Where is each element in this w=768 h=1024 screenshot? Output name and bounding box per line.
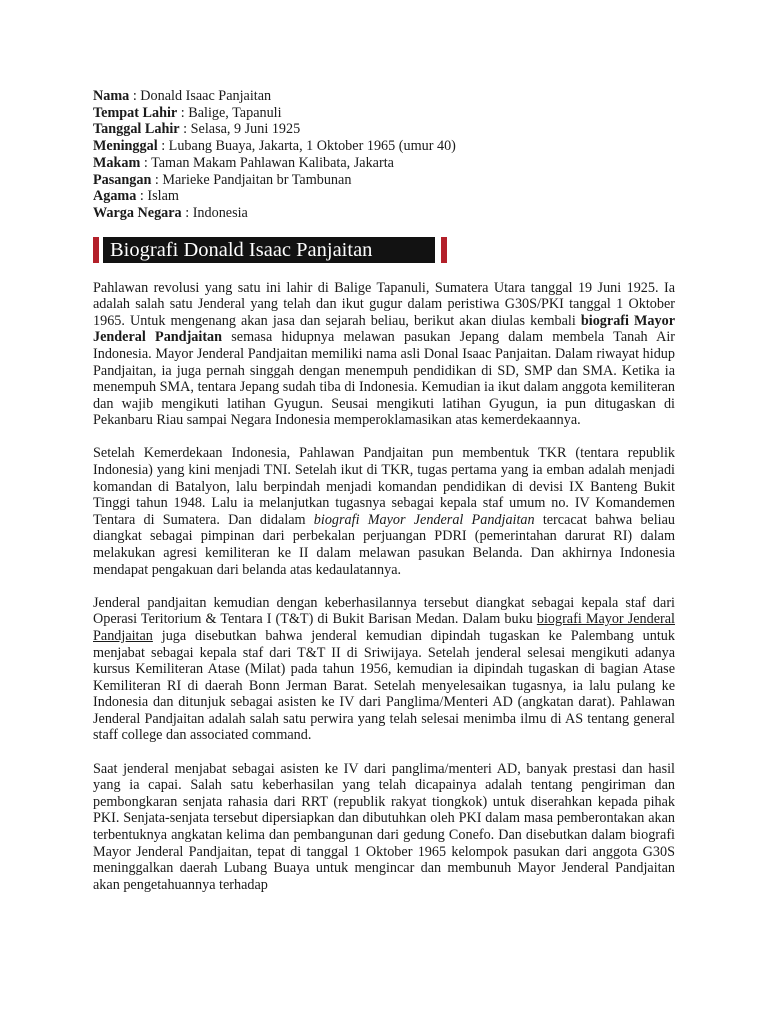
section-heading: [93, 237, 447, 263]
paragraph-text: juga disebutkan bahwa jenderal kemudian dipindah tugaskan ke Palembang untuk menjabat sebagai kepala staf dari T&T II di Sriwijaya. Setelah jenderal selesai mengikuti adanya kursus Kemiliteran Atase (Milat) pada tahun 1956, kemudian ia dipindah tugaskan di bagian Atase Kemiliteran RI di daerah Bonn Jerman Barat. Setelah menyelesaikan tugasnya, ia lalu pulang ke Indonesia dan ditunjuk sebagai asisten ke IV dari Panglima/Menteri AD (angkatan darat). Pahlawan Jenderal Pandjaitan adalah salah satu perwira yang telah selesai menimba ilmu di AS tentang general staff college dan associated command.: [93, 627, 675, 744]
biografi-link[interactable]: biografi Mayor Jenderal Pandjaitan: [93, 611, 675, 644]
bio-row-agama: [93, 188, 675, 205]
paragraph-text: Jenderal pandjaitan kemudian dengan keberhasilannya tersebut diangkat sebagai kepala staf dari Operasi Teritorium & Tentara I (T&T) di Bukit Barisan Medan. Dalam buku: [93, 594, 675, 628]
paragraph-2: [93, 445, 675, 578]
bio-value: : Marieke Pandjaitan br Tambunan: [151, 171, 352, 188]
document-page: [93, 88, 675, 910]
bio-value: : Islam: [136, 188, 179, 205]
bio-row-tempat-lahir: [93, 105, 675, 122]
bio-value: : Indonesia: [181, 204, 248, 221]
bio-value: : Donald Isaac Panjaitan: [129, 88, 272, 104]
italic-phrase: biografi Mayor Jenderal Pandjaitan: [313, 511, 535, 528]
bio-label: Nama: [93, 88, 130, 104]
bio-value: : Taman Makam Pahlawan Kalibata, Jakarta: [140, 154, 394, 171]
paragraph-1: [93, 280, 675, 429]
bio-row-nama: [93, 88, 675, 105]
paragraph-text: tercacat bahwa beliau diangkat sebagai pimpinan dari perbekalan perjuangan PDRI (pemerintahan darurat RI) dalam melakukan agresi kemiliteran ke II dalam melawan pasukan Belanda. Dan akhirnya Indonesia mendapat pengakuan dari belanda atas kedaulatannya.: [93, 511, 675, 578]
bio-label: Makam: [93, 154, 141, 171]
paragraph-text: semasa hidupnya melawan pasukan Jepang dalam membela Tanah Air Indonesia. Mayor Jenderal Pandjaitan memiliki nama asli Donal Isaac Panjaitan. Dalam riwayat hidup Pandjaitan, ia juga pernah singgah dengan menempuh pendidikan di SD, SMP dan SMA. Ketika ia menempuh SMA, tentara Jepang sudah tiba di Indonesia. Kemudian ia ikut dalam anggota kemiliteran dan wajib mengikuti latihan Gyugun. Seusai mengikuti latihan Gyugun, ia pun ditugaskan di Pekanbaru Riau sampai Negara Indonesia memperoklamasikan atas kemerdekaannya.: [93, 329, 675, 429]
bio-label: Pasangan: [93, 171, 152, 188]
bio-label: Tempat Lahir: [93, 104, 178, 121]
bio-info-list: [93, 88, 675, 222]
bio-row-meninggal: [93, 138, 675, 155]
paragraph-4: [93, 761, 675, 894]
bio-row-pasangan: [93, 172, 675, 189]
article-body: [93, 280, 675, 894]
bio-row-tanggal-lahir: [93, 121, 675, 138]
bio-label: Warga Negara: [93, 204, 182, 221]
heading-title: Biografi Donald Isaac Panjaitan: [103, 237, 435, 263]
paragraph-text: Saat jenderal menjabat sebagai asisten ke IV dari panglima/menteri AD, banyak prestasi dan hasil yang ia capai. Salah satu keberhasilan yang telah dicapainya adalah tentang pengiriman dan pembongkaran senjata rahasia dari RRT (republik rakyat tiongkok) untuk diserahkan kepada pihak PKI. Senjata-senjata tersebut dipersiapkan dan dibutuhkan oleh PKI dalam masa pemberontakan akan terbentuknya angkatan kelima dan pembangunan dari gedung Conefo. Dan disebutkan dalam biografi Mayor Jenderal Pandjaitan, tepat di tanggal 1 Oktober 1965 kelompok pasukan dari anggota G30S meninggalkan daerah Lubang Buaya untuk mengincar dan membunuh Mayor Jenderal Pandjaitan akan pengetahuannya terhadap: [93, 760, 675, 893]
bio-row-makam: [93, 155, 675, 172]
bio-value: : Selasa, 9 Juni 1925: [179, 121, 301, 138]
paragraph-3: [93, 595, 675, 744]
paragraph-text: Setelah Kemerdekaan Indonesia, Pahlawan Pandjaitan pun membentuk TKR (tentara republik Indonesia) yang kini menjadi TNI. Setelah ikut di TKR, tugas pertama yang ia emban adalah menjadi komandan di Batalyon, lalu berpindah menjadi komandan pendidikan di devisi IX Banteng Bukit Tinggi tahun 1948. Lalu ia melanjutkan tugasnya sebagai kepala staf umum no. IV Komandemen Tentara di Sumatera. Dan didalam: [93, 445, 675, 528]
bio-label: Meninggal: [93, 138, 158, 155]
bio-label: Tanggal Lahir: [93, 121, 180, 138]
bio-label: Agama: [93, 188, 137, 205]
bio-row-warga-negara: [93, 205, 675, 222]
bio-value: : Lubang Buaya, Jakarta, 1 Oktober 1965 (umur 40): [157, 138, 456, 155]
heading-accent-bar-right: [441, 237, 447, 263]
bio-value: : Balige, Tapanuli: [177, 104, 282, 121]
heading-accent-bar-left: [93, 237, 99, 263]
paragraph-text: Pahlawan revolusi yang satu ini lahir di Balige Tapanuli, Sumatera Utara tanggal 19 Juni 1925. Ia adalah salah satu Jenderal yang telah dan ikut gugur dalam peristiwa G30S/PKI tanggal 1 Oktober 1965. Untuk mengenang akan jasa dan sejarah beliau, berikut akan diulas kembali: [93, 279, 675, 329]
bold-phrase: biografi Mayor Jenderal Pandjaitan: [93, 312, 675, 346]
